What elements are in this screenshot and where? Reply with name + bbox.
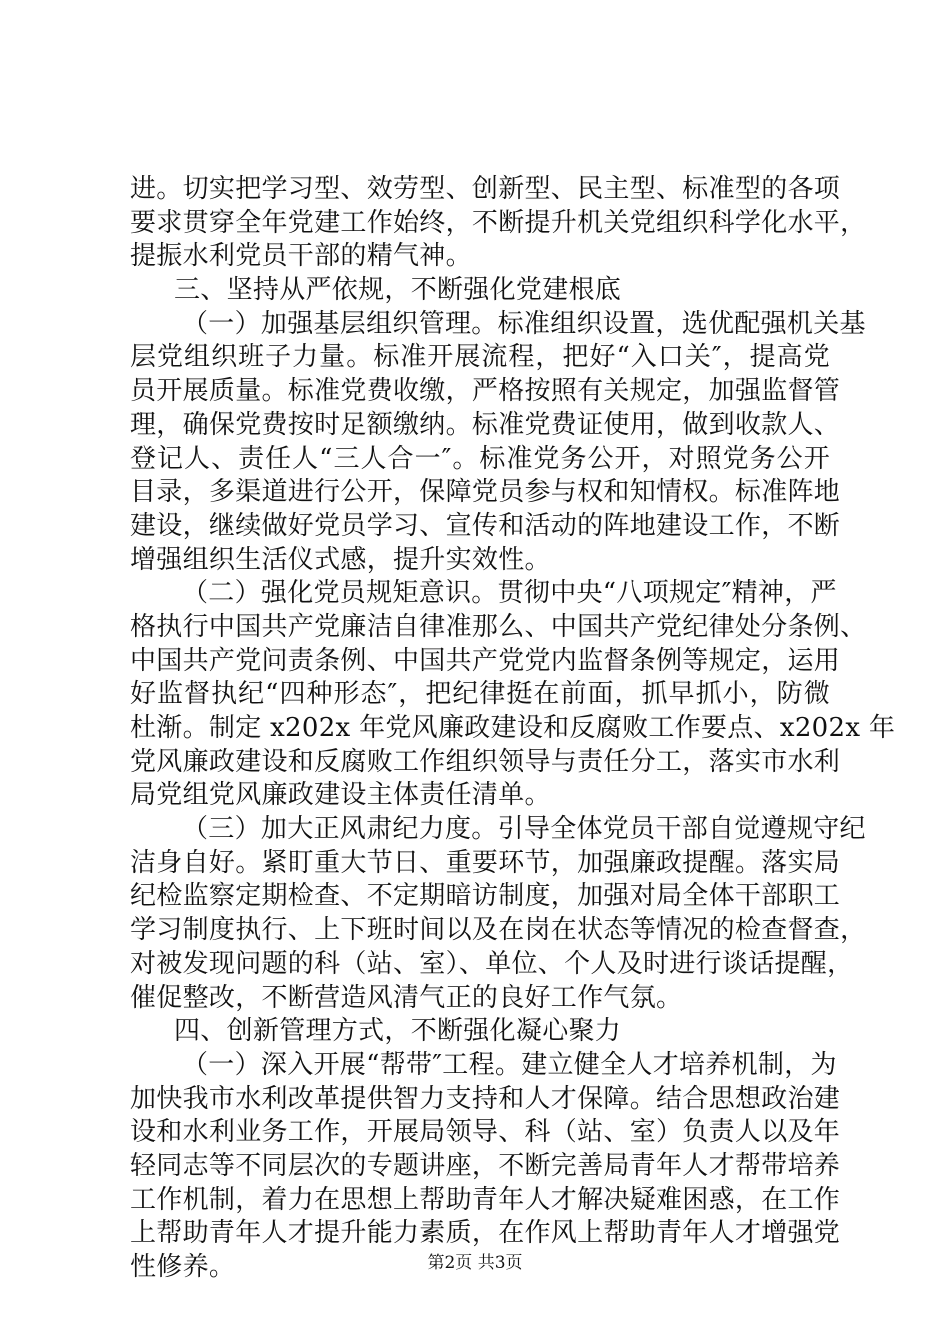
text-line: 层党组织班子力量。标准开展流程，把好“入口关″，提高党 <box>130 342 830 373</box>
text-line: 建设，继续做好党员学习、宣传和活动的阵地建设工作，不断 <box>130 510 841 541</box>
text-line: 对被发现问题的科（站、室）、单位、个人及时进行谈话提醒， <box>130 948 854 979</box>
text-line: 目录，多渠道进行公开，保障党员参与权和知情权。标准阵地 <box>130 477 841 508</box>
text-line: （一）加强基层组织管理。标准组织设置，选优配强机关基 <box>182 308 866 339</box>
text-line: 性修养。 <box>130 1252 236 1282</box>
text-line: 要求贯穿全年党建工作始终，不断提升机关党组织科学化水平， <box>130 207 867 238</box>
section-heading: 四、创新管理方式，不断强化凝心聚力 <box>174 1016 622 1047</box>
section-heading: 三、坚持从严依规，不断强化党建根底 <box>174 275 622 306</box>
text-line: 登记人、责任人“三人合一″。标准党务公开，对照党务公开 <box>130 443 830 474</box>
text-line: 提振水利党员干部的精气神。 <box>130 241 472 272</box>
text-line: 洁身自好。紧盯重大节日、重要环节，加强廉政提醒。落实局 <box>130 847 841 878</box>
text-line: 中国共产党问责条例、中国共产党党内监督条例等规定，运用 <box>130 645 841 676</box>
text-line: 上帮助青年人才提升能力素质，在作风上帮助青年人才增强党 <box>130 1218 841 1249</box>
page-number: 第2页 共3页 <box>427 1253 523 1273</box>
text-line: 学习制度执行、上下班时间以及在岗在状态等情况的检查督查， <box>130 915 867 946</box>
text-line: 纪检监察定期检查、不定期暗访制度，加强对局全体干部职工 <box>130 881 841 912</box>
text-line: 增强组织生活仪式感，提升实效性。 <box>130 544 551 575</box>
text-line: 杜渐。制定 x202x 年党风廉政建设和反腐败工作要点、x202x 年 <box>130 713 896 743</box>
text-line: 理，确保党费按时足额缴纳。标准党费证使用，做到收款人、 <box>130 409 841 440</box>
text-line: 好监督执纪“四种形态″，把纪律挺在前面，抓早抓小，防微 <box>130 679 830 710</box>
document-body <box>130 173 896 1285</box>
text-line: 工作机制，着力在思想上帮助青年人才解决疑难困惑，在工作 <box>130 1184 841 1215</box>
text-line: 局党组党风廉政建设主体责任清单。 <box>130 780 551 811</box>
text-line: （二）强化党员规矩意识。贯彻中央“八项规定″精神，严 <box>182 578 837 609</box>
text-line: 进。切实把学习型、效劳型、创新型、民主型、标准型的各项 <box>130 174 841 204</box>
text-line: 设和水利业务工作，开展局领导、科（站、室）负责人以及年 <box>130 1117 841 1148</box>
text-line: 轻同志等不同层次的专题讲座，不断完善局青年人才帮带培养 <box>130 1150 841 1181</box>
text-line: （三）加大正风肃纪力度。引导全体党员干部自觉遵规守纪 <box>182 814 866 845</box>
text-line: 格执行中国共产党廉洁自律准那么、中国共产党纪律处分条例、 <box>130 611 867 642</box>
text-line: （一）深入开展“帮带″工程。建立健全人才培养机制，为 <box>182 1049 837 1080</box>
text-line: 员开展质量。标准党费收缴，严格按照有关规定，加强监督管 <box>130 376 841 407</box>
text-line: 加快我市水利改革提供智力支持和人才保障。结合思想政治建 <box>130 1083 841 1114</box>
text-line: 党风廉政建设和反腐败工作组织领导与责任分工，落实市水利 <box>130 746 841 777</box>
text-line: 催促整改，不断营造风清气正的良好工作气氛。 <box>130 982 683 1013</box>
